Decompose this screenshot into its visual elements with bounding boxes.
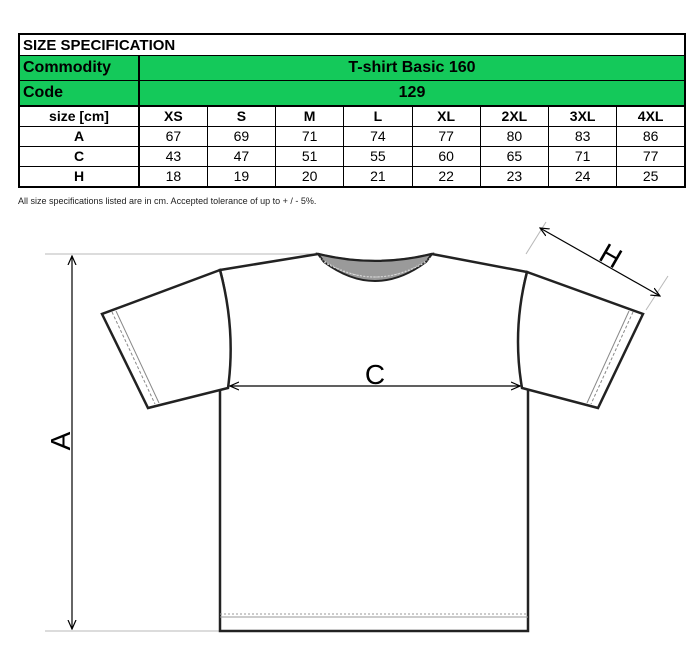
size-specification-table: [18, 33, 686, 188]
size-header-cell: L: [344, 106, 412, 127]
table-cell: 74: [344, 127, 412, 147]
table-cell: 67: [139, 127, 207, 147]
size-header-cell: M: [276, 106, 344, 127]
commodity-row: [19, 56, 685, 81]
tshirt-icon: [102, 254, 643, 631]
code-row: [19, 81, 685, 107]
row-label: C: [19, 147, 139, 167]
table-cell: 20: [276, 167, 344, 188]
size-header-row: [19, 106, 685, 127]
table-cell: 25: [617, 167, 685, 188]
table-cell: 55: [344, 147, 412, 167]
table-cell: 77: [412, 127, 480, 147]
table-cell: 69: [207, 127, 275, 147]
left-sleeve: [102, 270, 231, 408]
table-cell: 22: [412, 167, 480, 188]
table-cell: 18: [139, 167, 207, 188]
table-cell: 71: [276, 127, 344, 147]
size-header-cell: XS: [139, 106, 207, 127]
table-cell: 83: [549, 127, 617, 147]
table-cell: 43: [139, 147, 207, 167]
table-title: SIZE SPECIFICATION: [19, 34, 685, 56]
chest-width-label: C: [364, 359, 386, 390]
table-cell: 86: [617, 127, 685, 147]
table-cell: 60: [412, 147, 480, 167]
table-cell: 23: [480, 167, 548, 188]
code-label: Code: [19, 81, 139, 107]
size-header-cell: 3XL: [549, 106, 617, 127]
tolerance-note: All size specifications listed are in cm. Accepted tolerance of up to + / - 5%.: [18, 196, 317, 206]
table-cell: 77: [617, 147, 685, 167]
shirt-body: [220, 254, 528, 631]
row-label: A: [19, 127, 139, 147]
size-header-label: size [cm]: [19, 106, 139, 127]
right-sleeve: [518, 272, 643, 408]
size-header-cell: S: [207, 106, 275, 127]
table-cell: 21: [344, 167, 412, 188]
table-cell: 51: [276, 147, 344, 167]
table-row: [19, 147, 685, 167]
table-row: [19, 127, 685, 147]
code-value: 129: [139, 81, 685, 107]
row-label: H: [19, 167, 139, 188]
table-title-row: [19, 34, 685, 56]
commodity-label: Commodity: [19, 56, 139, 81]
size-header-cell: 2XL: [480, 106, 548, 127]
sleeve-length-label: H: [594, 237, 628, 275]
commodity-value: T-shirt Basic 160: [139, 56, 685, 81]
size-header-cell: XL: [412, 106, 480, 127]
table-cell: 19: [207, 167, 275, 188]
size-header-cell: 4XL: [617, 106, 685, 127]
table-cell: 71: [549, 147, 617, 167]
tshirt-measurement-diagram: [0, 215, 700, 650]
length-label: A: [45, 431, 76, 451]
table-row: [19, 167, 685, 188]
table-cell: 24: [549, 167, 617, 188]
table-cell: 80: [480, 127, 548, 147]
table-cell: 47: [207, 147, 275, 167]
table-cell: 65: [480, 147, 548, 167]
